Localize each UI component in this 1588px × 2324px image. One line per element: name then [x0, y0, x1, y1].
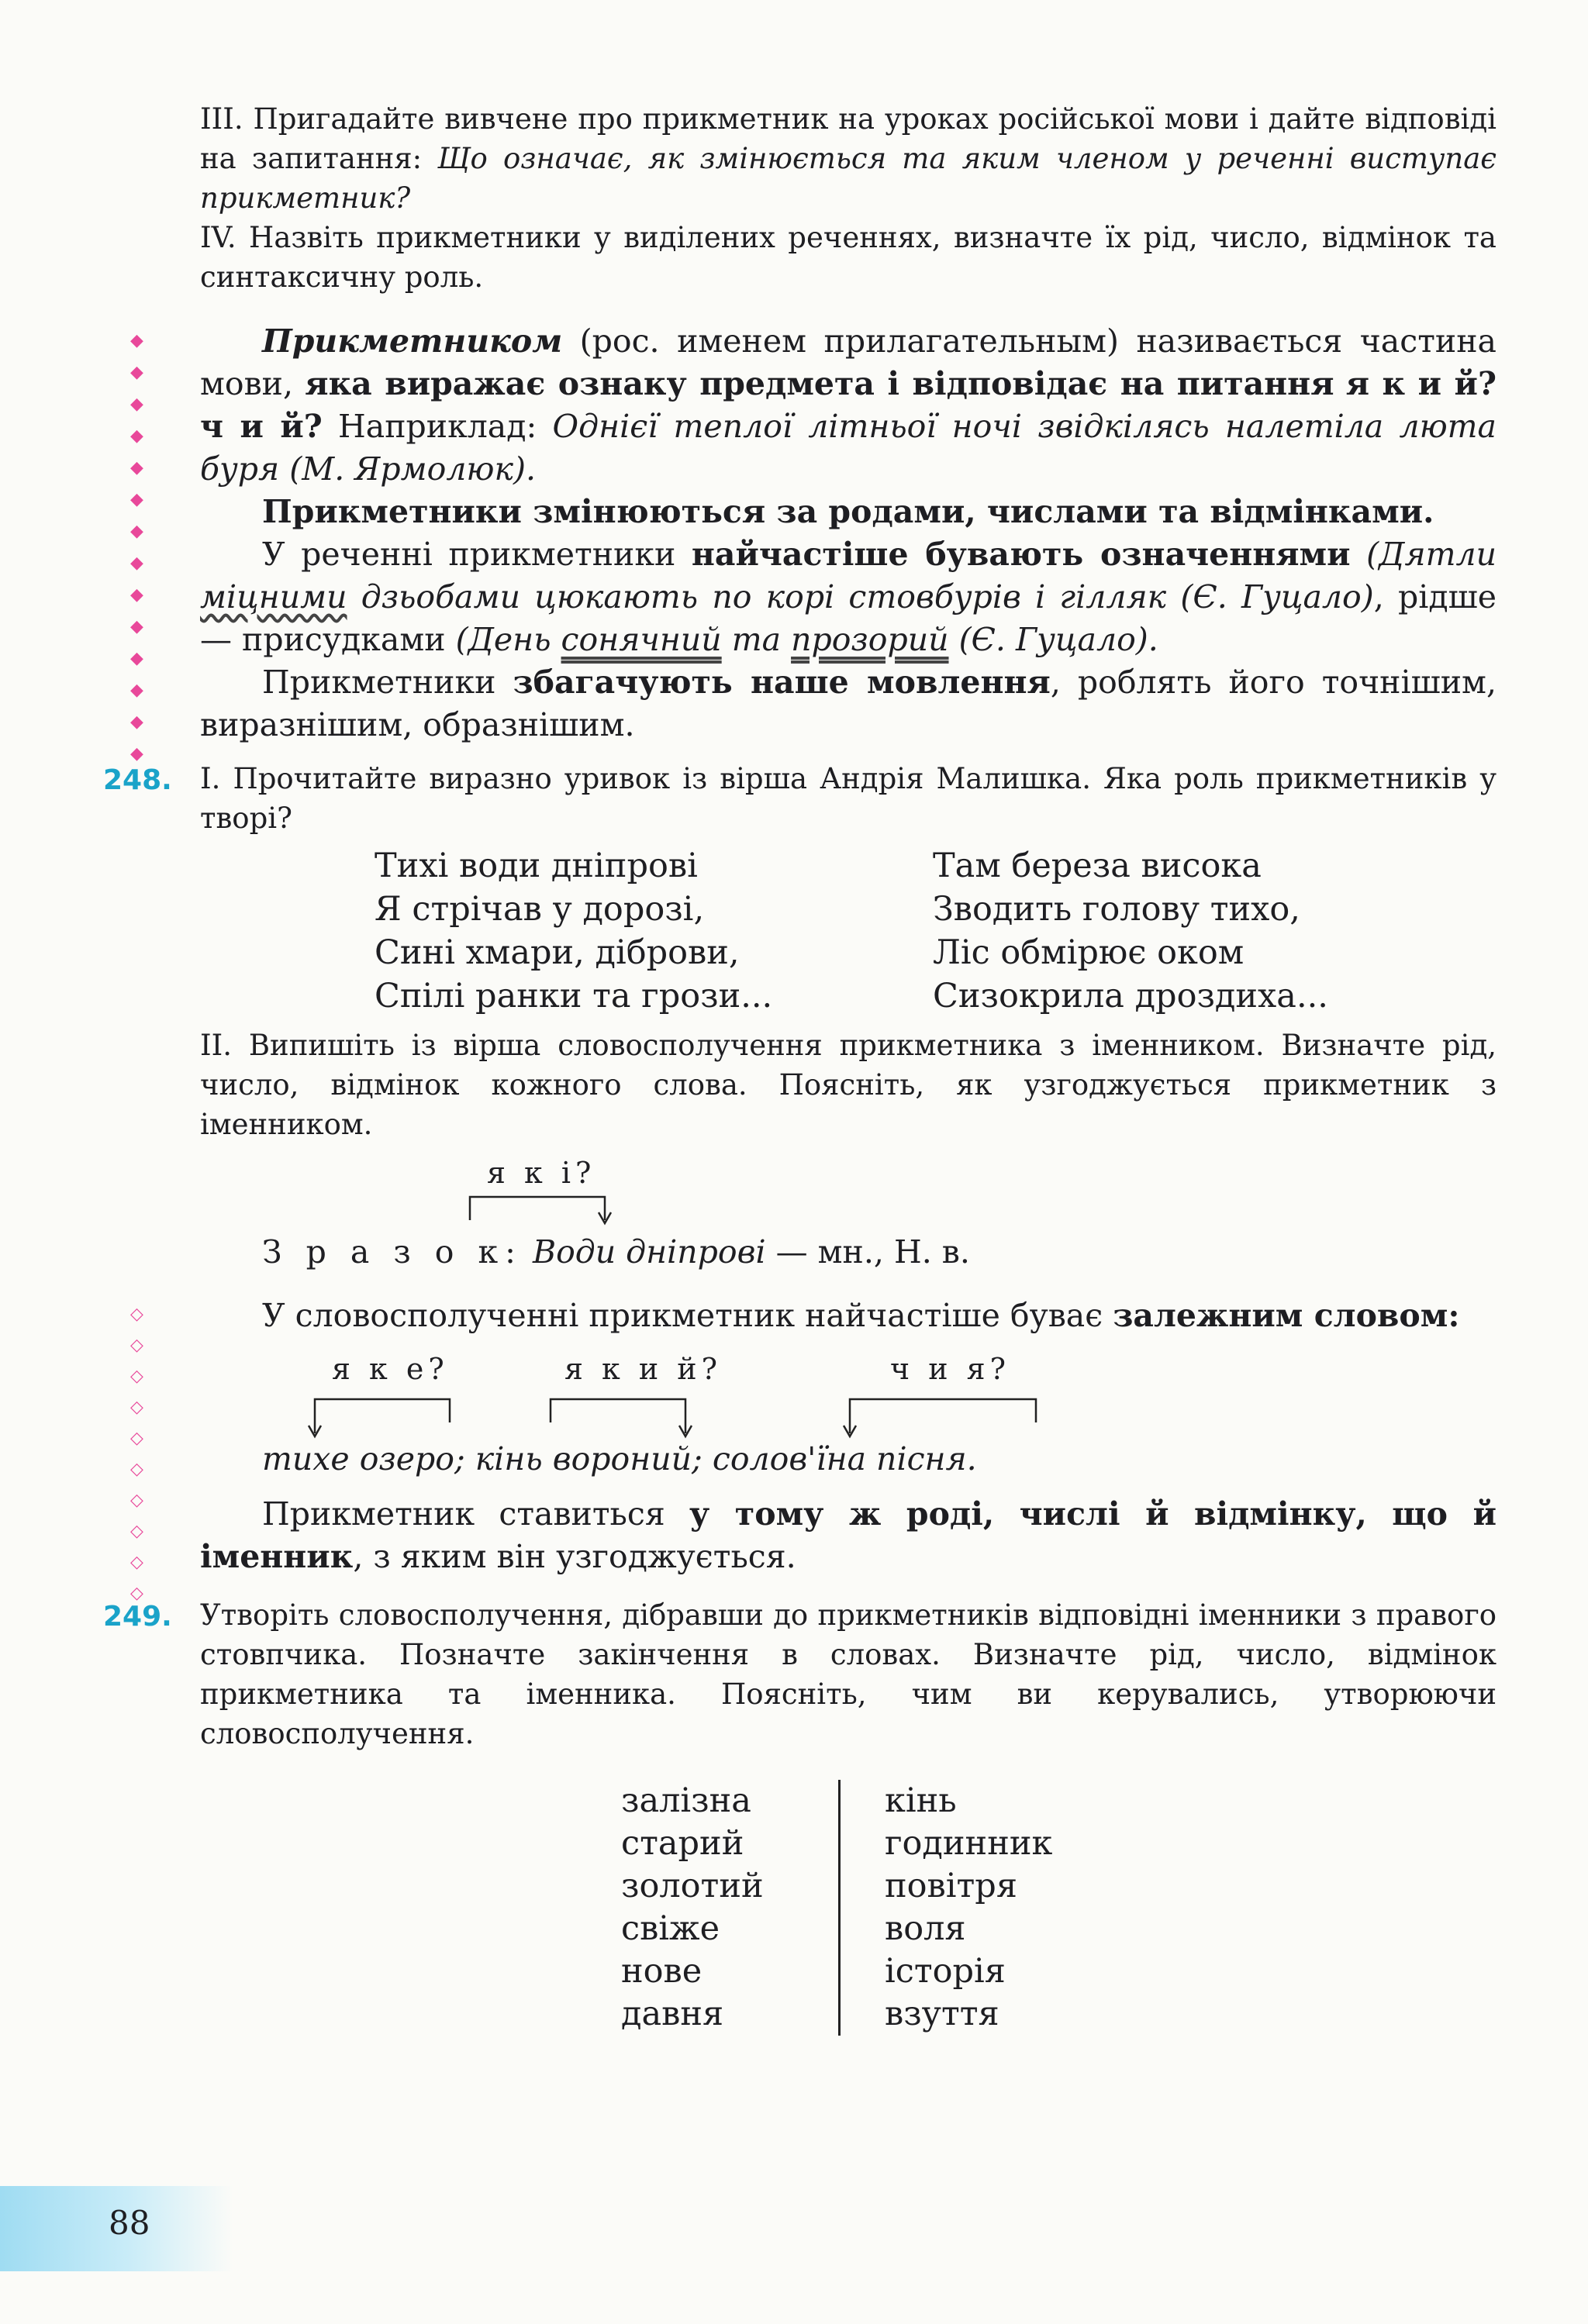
- rule-agreement: Прикметник ставиться у тому ж роді, числі й відмінку, що й іменник, з яким він узгоджується.: [200, 1495, 1497, 1575]
- list-item: воля: [885, 1909, 966, 1948]
- list-item: кінь: [885, 1781, 957, 1820]
- page-number-tab: [0, 2186, 233, 2271]
- task-248-part-ii: ІІ. Випишіть із вірша словосполучення прикметника з іменником. Визначте рід, число, відмінок кожного слова. Поясніть, як узгоджується прикметник з іменником.: [200, 1029, 1497, 1141]
- task-248-intro: І. Прочитайте виразно уривок із вірша Андрія Малишка. Яка роль прикметників у творі?: [200, 762, 1497, 835]
- task-iv-text: Назвіть прикметники у виділених реченнях, визначте їх рід, число, відмінок та синтаксичну роль.: [200, 221, 1497, 294]
- question-arrows: [200, 1348, 1497, 1441]
- sample-line: З р а з о к: Води дніпрові — мн., Н. в.: [262, 1233, 970, 1271]
- task-number: 248.: [103, 764, 172, 796]
- dependency-arrows-icon: [200, 1348, 1053, 1441]
- task-249-text: Утворіть словосполучення, дібравши до прикметників відповідні іменники з правого стовпчика. Позначте закінчення в словах. Визначте рід, число, відмінок прикметника та іменника. Поясніть, чим ви керувались, утворюючи словосполучення.: [200, 1598, 1497, 1750]
- poem-line: Я стрічав у дорозі,: [375, 890, 705, 929]
- poem: [375, 844, 1497, 1018]
- agreement-arrow-icon: [200, 1152, 665, 1237]
- poem-line: Спілі ранки та грози...: [375, 977, 773, 1015]
- task-249: [103, 1595, 1497, 2036]
- task-iii-text: Пригадайте вивчене про прикметник на уроках російської мови і дайте відповіді на запитання:: [200, 102, 1497, 175]
- roman-numeral: III.: [200, 102, 243, 136]
- question-label: я к и й?: [564, 1352, 722, 1386]
- task-iii: [200, 99, 1497, 218]
- rule-syntax-role: У реченні прикметники найчастіше бувають означеннями (Дятли міцними дзьобами цюкають по корі стовбурів і гілляк (Є. Гуцало), рідше — присудками (День сонячний та прозорий (Є. Гуцало).: [200, 536, 1497, 658]
- poem-line: Сизокрила дроздиха...: [933, 977, 1328, 1015]
- rule-dependent-word: У словосполученні прикметник найчастіше буває залежним словом:: [262, 1297, 1460, 1334]
- list-item: повітря: [885, 1867, 1017, 1905]
- question-label: я к і?: [487, 1156, 596, 1190]
- poem-column-left: [375, 844, 933, 1018]
- rule-box-agreement: [130, 1295, 1497, 1603]
- page-number: 88: [109, 2204, 150, 2242]
- word-columns: [621, 1780, 1497, 2036]
- column-divider: [838, 1780, 885, 2036]
- list-item: золотий: [621, 1867, 764, 1905]
- rule-enrichment: Прикметники збагачують наше мовлення, роблять його точнішим, виразнішим, образнішим.: [200, 664, 1497, 743]
- list-item: годинник: [885, 1824, 1053, 1863]
- list-item: історія: [885, 1952, 1006, 1991]
- poem-line: Тихі води дніпрові: [375, 847, 698, 885]
- poem-line: Зводить голову тихо,: [933, 890, 1300, 929]
- roman-numeral: IV.: [200, 221, 236, 254]
- list-item: старий: [621, 1824, 744, 1863]
- example-phrases: тихе озеро; кінь вороний; солов'їна пісня.: [262, 1440, 977, 1477]
- rule-marker-column: ◆ ◆ ◆ ◆ ◆ ◆ ◆ ◆ ◆ ◆ ◆ ◆ ◆ ◆: [130, 331, 143, 764]
- rule-marker-column: ◇ ◇ ◇ ◇ ◇ ◇ ◇ ◇ ◇ ◇: [130, 1305, 143, 1603]
- task-number: 249.: [103, 1601, 172, 1633]
- rule-box-adjective: [130, 320, 1497, 764]
- list-item: давня: [621, 1995, 724, 2033]
- task-iii-question: Що означає, як змінюється та яким членом у реченні виступає прикметник?: [200, 142, 1497, 215]
- poem-line: Ліс обмірює оком: [933, 933, 1245, 972]
- poem-line: Сині хмари, діброви,: [375, 933, 740, 972]
- question-label: ч и я?: [890, 1352, 1010, 1386]
- list-item: залізна: [621, 1781, 751, 1820]
- textbook-page: [103, 99, 1497, 2036]
- adjective-column: [621, 1780, 838, 2036]
- list-item: свіже: [621, 1909, 720, 1948]
- sample-block: [200, 1152, 1497, 1290]
- question-label: я к е?: [332, 1352, 449, 1386]
- poem-column-right: [933, 844, 1367, 1018]
- rule-definition: Прикметником (рос. именем прилагательным) називається частина мови, яка виражає ознаку предмета і відповідає на питання я к и й? ч и й? Наприклад: Однієї теплої літньої ночі звідкілясь налетіла люта буря (М. Ярмолюк).: [200, 322, 1497, 488]
- task-iv: [200, 218, 1497, 297]
- list-item: нове: [621, 1952, 703, 1991]
- poem-line: Там береза висока: [933, 847, 1262, 885]
- rule-changes: Прикметники змінюються за родами, числами та відмінками.: [262, 493, 1434, 530]
- noun-column: [885, 1780, 1117, 2036]
- task-248: [103, 759, 1497, 1290]
- list-item: взуття: [885, 1995, 999, 2033]
